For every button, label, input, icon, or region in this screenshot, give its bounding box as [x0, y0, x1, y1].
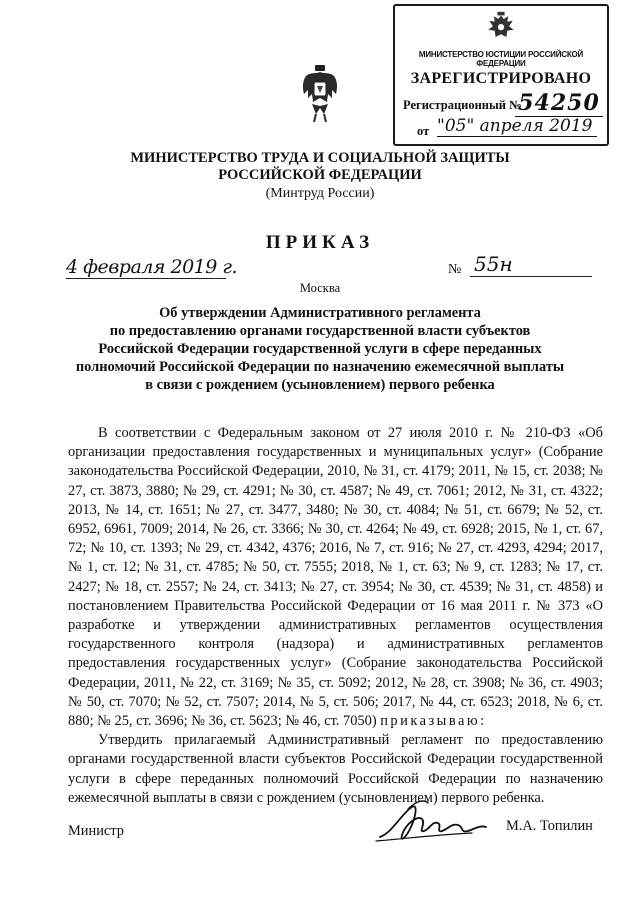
body-paragraph-legal-basis: [68, 424, 603, 731]
stamp-from-label: от: [417, 124, 430, 138]
title-line: в связи с рождением (усыновлением) первого ребенка: [145, 377, 495, 393]
registration-stamp: [393, 4, 609, 146]
order-body: [68, 424, 603, 808]
stamp-registration-date: "05" апреля 2019: [437, 116, 597, 137]
title-line: полномочий Российской Федерации по назначению ежемесячной выплаты: [75, 359, 565, 375]
order-title: [60, 304, 580, 394]
stamp-ministry-name: МИНИСТЕРСТВО ЮСТИЦИИ РОССИЙСКОЙ ФЕДЕРАЦИИ: [418, 50, 584, 68]
legal-basis-text: В соответствии с Федеральным законом от 27 июля 2010 г. № 210-ФЗ «Об организации предоставления государственных и муниципальных услуг» (Собрание законодательства Российской Федерации, 2010, № 31, ст. 4179; 2011, № 15, ст. 2038; № 27, ст. 3873, 3880; № 29, ст. 4291; № 30, ст. 4587; № 49, ст. 7061; 2012, № 31, ст. 4322; 2013, № 14, ст. 1651; № 27, ст. 3477, 3480; № 30, ст. 4084; № 51, ст. 6679; № 52, ст. 6952, 6961, 7009; 2014, № 26, ст. 3366; № 30, ст. 4264; № 49, ст. 6928; 2015, № 1, ст. 67, 72; № 10, ст. 1393; № 29, ст. 4342, 4376; 2016, № 7, ст. 916; № 27, ст. 4293, 4294; 2017, № 1, ст. 12; № 31, ст. 4785; № 50, ст. 7555; 2018, № 1, ст. 63; № 9, ст. 1283; № 17, ст. 2427; № 18, ст. 2557; № 24, ст. 3413; № 27, ст. 3954; № 30, ст. 4539; № 31, ст. 4858) и постановлением Правительства Российской Федерации от 16 мая 2011 г. № 373 «О разработке и утверждении административных регламентов осуществления государственного контроля (надзора) и административных регламентов предоставления государственных услуг» (Собрание законодательства Российской Федерации, 2011, № 22, ст. 3169; № 35, ст. 5092; 2012, № 28, ст. 3908; № 36, ст. 4903; № 50, ст. 7070; № 52, ст. 7507; 2014, № 5, ст. 506; 2017, № 44, ст. 6523; 2018, № 6, ст. 880; № 25, ст. 3696; № 36, ст. 5623; № 46, ст. 7050): [68, 425, 603, 730]
handwritten-signature-icon: [372, 795, 492, 855]
title-line: Об утверждении Административного регламента: [159, 305, 481, 321]
stamp-reg-number-value: 54250: [515, 90, 603, 117]
ministry-name-line2: РОССИЙСКОЙ ФЕДЕРАЦИИ: [218, 167, 422, 183]
stamp-reg-number-label: Регистрационный №: [403, 98, 522, 112]
body-paragraph-resolution: Утвердить прилагаемый Административный регламент по предоставлению органами государственной власти субъектов Российской Федерации государственной услуги в сфере переданных полномочий Российской Федерации по назначению ежемесячной выплаты в связи с рождением (усыновлением) первого ребенка.: [68, 732, 603, 806]
title-line: по предоставлению органами государственной власти субъектов: [109, 323, 531, 339]
document-type: ПРИКАЗ: [265, 232, 375, 253]
coat-of-arms-icon: [298, 64, 342, 124]
order-verb: приказываю:: [380, 713, 487, 730]
ministry-name-line1: МИНИСТЕРСТВО ТРУДА И СОЦИАЛЬНОЙ ЗАЩИТЫ: [130, 150, 510, 166]
ministry-short-name: (Минтруд России): [265, 186, 375, 201]
signatory-name: М.А. Топилин: [506, 818, 593, 834]
order-number-label: №: [448, 262, 462, 277]
ministry-name: [0, 150, 640, 184]
order-date: 4 февраля 2019 г.: [66, 256, 238, 278]
order-number: 55н: [470, 252, 592, 277]
stamp-eagle-emblem-icon: [483, 10, 519, 46]
stamp-registered-label: ЗАРЕГИСТРИРОВАНО: [410, 70, 592, 87]
order-city: Москва: [299, 281, 341, 295]
title-line: Российской Федерации государственной услуги в сфере переданных: [98, 341, 542, 357]
signatory-title: Министр: [68, 823, 124, 839]
